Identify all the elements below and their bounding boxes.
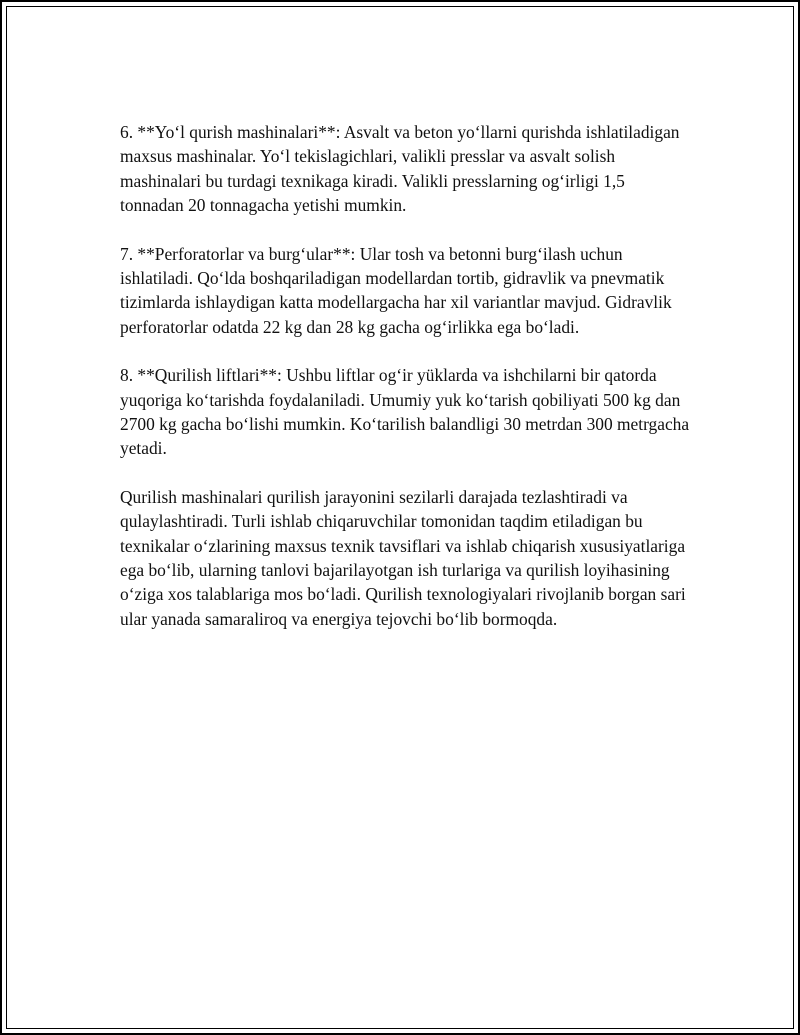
document-body [120,120,690,655]
paragraph-conclusion: Qurilish mashinalari qurilish jarayonini sezilarli darajada tezlashtiradi va qulaylashtiradi. Turli ishlab chiqaruvchilar tomonidan taqdim etiladigan bu texnikalar o‘zlarining maxsus texnik tavsiflari va ishlab chiqarish xususiyatlariga ega bo‘lib, ularning tanlovi bajarilayotgan ish turlariga va qurilish loyihasining o‘ziga xos talablariga mos bo‘ladi. Qurilish texnologiyalari rivojlanib borgan sari ular yanada samaraliroq va energiya tejovchi bo‘lib bormoqda. [120,487,686,629]
paragraph-road-construction-machines: 6. **Yo‘l qurish mashinalari**: Asvalt va beton yo‘llarni qurishda ishlatiladigan maxsus mashinalar. Yo‘l tekislagichlari, valikli presslar va asvalt solish mashinalari bu turdagi texnikaga kiradi. Valikli presslarning og‘irligi 1,5 tonnadan 20 tonnagacha yetishi mumkin. [120,122,680,215]
paragraph-construction-lifts: 8. **Qurilish liftlari**: Ushbu liftlar og‘ir yüklarda va ishchilarni bir qatorda yuqoriga ko‘tarishda foydalaniladi. Umumiy yuk ko‘tarish qobiliyati 500 kg dan 2700 kg gacha bo‘lishi mumkin. Ko‘tarilish balandligi 30 metrdan 300 metrgacha yetadi. [120,365,690,459]
paragraph-perforators-and-drills: 7. **Perforatorlar va burg‘ular**: Ular tosh va betonni burg‘ilash uchun ishlatiladi. Qo‘lda boshqariladigan modellardan tortib, gidravlik va pnevmatik tizimlarda ishlaydigan katta modellargacha har xil variantlar mavjud. Gidravlik perforatorlar odatda 22 kg dan 28 kg gacha og‘irlikka ega bo‘ladi. [120,243,672,337]
